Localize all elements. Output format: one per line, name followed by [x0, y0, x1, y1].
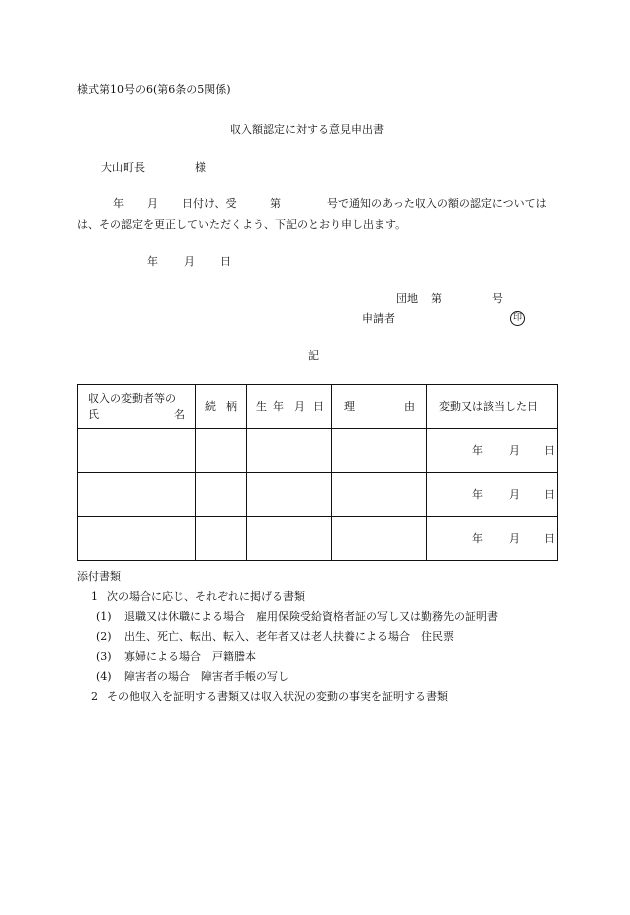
attachment-item	[91, 590, 305, 603]
cell-birth[interactable]	[247, 429, 332, 473]
cell-change-date[interactable]	[427, 429, 558, 473]
attachment-item	[96, 650, 256, 663]
header-reason	[332, 385, 427, 429]
attachment-item	[96, 670, 289, 683]
attachment-text: 寡婦による場合 戸籍謄本	[124, 650, 256, 663]
attachment-text: その他収入を証明する書類又は収入状況の変動の事実を証明する書類	[107, 690, 448, 703]
applicant-block	[340, 293, 540, 333]
header-birth-3: 月	[294, 400, 305, 413]
cell-reason[interactable]	[332, 429, 427, 473]
addressee-name: 大山町長	[101, 161, 145, 174]
form-number: 様式第10号の6(第6条の5関係)	[77, 83, 231, 96]
header-name-mei: 名	[174, 408, 185, 421]
row-date-month: 月	[509, 532, 520, 545]
row-date-month: 月	[509, 444, 520, 457]
cell-change-date[interactable]	[427, 473, 558, 517]
cell-relation[interactable]	[196, 473, 247, 517]
applicant-go: 号	[492, 292, 503, 305]
attachment-text: 出生、死亡、転出、転入、老年者又は老人扶養による場合 住民票	[124, 630, 454, 643]
table-row	[78, 517, 558, 561]
cell-relation[interactable]	[196, 429, 247, 473]
header-birth	[247, 385, 332, 429]
addressee-suffix: 様	[195, 161, 206, 174]
header-name-shi: 氏	[88, 408, 99, 421]
attachment-item	[96, 610, 498, 623]
document-title: 収入額認定に対する意見申出書	[230, 123, 384, 136]
body-rest: 号で通知のあった収入の額の認定については	[327, 197, 547, 210]
date-day: 日	[220, 255, 231, 268]
attachment-item	[96, 630, 454, 643]
cell-relation[interactable]	[196, 517, 247, 561]
header-relation	[196, 385, 247, 429]
row-date-year: 年	[472, 444, 483, 457]
body-text-line2: は、その認定を更正していただくよう、下記のとおり申し出ます。	[77, 218, 407, 231]
cell-birth[interactable]	[247, 473, 332, 517]
attachment-number: (1)	[96, 610, 112, 623]
row-date-month: 月	[509, 488, 520, 501]
header-birth-4: 日	[313, 400, 324, 413]
cell-birth[interactable]	[247, 517, 332, 561]
cell-reason[interactable]	[332, 473, 427, 517]
attachment-text: 退職又は休職による場合 雇用保険受給資格者証の写し又は勤務先の証明書	[124, 610, 498, 623]
row-date-day: 日	[544, 444, 555, 457]
attachment-text: 次の場合に応じ、それぞれに掲げる書類	[107, 590, 305, 603]
body-year: 年	[113, 197, 124, 210]
attachment-number: (4)	[96, 670, 112, 683]
body-month: 月	[147, 197, 158, 210]
attachment-number: 2	[91, 690, 98, 703]
header-change-date	[427, 385, 558, 429]
body-dai: 第	[270, 197, 281, 210]
applicant-label: 申請者	[362, 312, 395, 325]
header-relation-2: 柄	[226, 400, 237, 413]
cell-change-date[interactable]	[427, 517, 558, 561]
attachment-number: (2)	[96, 630, 112, 643]
body-day: 日付け、受	[182, 197, 237, 210]
change-table	[77, 384, 558, 561]
applicant-danchi: 団地	[396, 292, 418, 305]
row-date-year: 年	[472, 532, 483, 545]
cell-name[interactable]	[78, 429, 196, 473]
header-change-date-text: 変動又は該当した日	[439, 400, 538, 413]
attachment-item	[91, 690, 448, 703]
header-name	[78, 385, 196, 429]
date-year: 年	[147, 255, 158, 268]
cell-reason[interactable]	[332, 517, 427, 561]
table-header-row	[78, 385, 558, 429]
attachment-number: (3)	[96, 650, 112, 663]
addressee	[101, 161, 206, 174]
table-row	[78, 473, 558, 517]
row-date-year: 年	[472, 488, 483, 501]
header-reason-1: 理	[344, 400, 355, 413]
header-birth-1: 生	[256, 400, 267, 413]
row-date-day: 日	[544, 488, 555, 501]
date-month: 月	[184, 255, 195, 268]
cell-name[interactable]	[78, 473, 196, 517]
header-reason-2: 由	[404, 400, 415, 413]
applicant-dai: 第	[431, 292, 442, 305]
table-row	[78, 429, 558, 473]
header-relation-1: 続	[205, 400, 216, 413]
attachment-text: 障害者の場合 障害者手帳の写し	[124, 670, 289, 683]
header-birth-2: 年	[273, 400, 284, 413]
ki-heading: 記	[308, 349, 319, 362]
attachment-number: 1	[91, 590, 98, 603]
cell-name[interactable]	[78, 517, 196, 561]
row-date-day: 日	[544, 532, 555, 545]
header-name-line1: 収入の変動者等の	[88, 392, 176, 405]
seal-icon: 印	[510, 311, 525, 326]
attachments-title: 添付書類	[77, 570, 121, 583]
